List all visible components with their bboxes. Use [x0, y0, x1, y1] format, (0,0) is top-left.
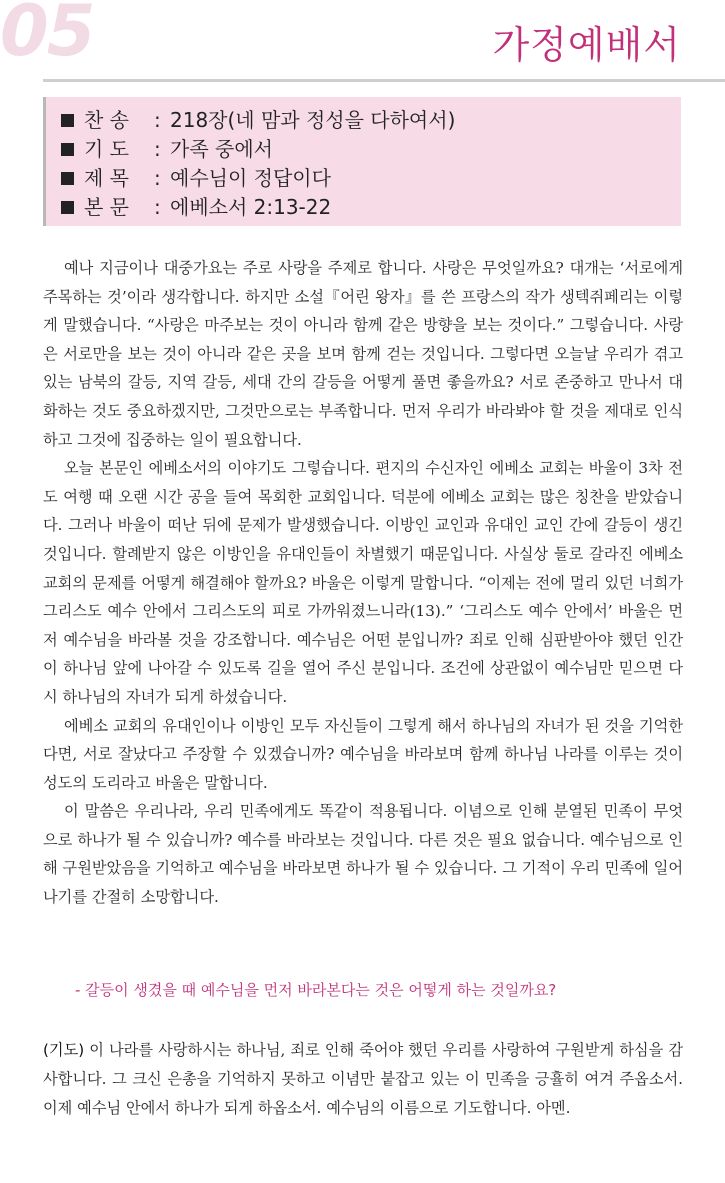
info-label: 찬 송	[84, 108, 129, 132]
square-bullet-icon	[61, 143, 74, 156]
info-hymn	[61, 106, 681, 135]
title-divider	[43, 79, 725, 82]
info-label: 제 목	[84, 166, 129, 190]
sermon-paragraph: 오늘 본문인 에베소서의 이야기도 그렇습니다. 편지의 수신자인 에베소 교회는 바울이 3차 전도 여행 때 오랜 시간 공을 들여 목회한 교회입니다. 덕분에 에베소 교회는 많은 칭찬을 받았습니다. 그러나 바울이 떠난 뒤에 문제가 발생했습니다. 이방인 교인과 유대인 교인 간에 갈등이 생긴 것입니다. 할례받지 않은 이방인을 유대인들이 차별했기 때문입니다. 사실상 둘로 갈라진 에베소 교회의 문제를 어떻게 해결해야 할까요? 바울은 이렇게 말합니다. “이제는 전에 멀리 있던 너희가 그리스도 예수 안에서 그리스도의 피로 가까워졌느니라(13).” ‘그리스도 예수 안에서’ 바울은 먼저 예수님을 바라볼 것을 강조합니다. 예수님은 어떤 분입니까? 죄로 인해 심판받아야 했던 인간이 하나님 앞에 나아갈 수 있도록 길을 열어 주신 분입니다. 조건에 상관없이 예수님만 믿으면 다시 하나님의 자녀가 되게 하셨습니다.	[43, 459, 683, 706]
sermon-paragraph: 예나 지금이나 대중가요는 주로 사랑을 주제로 합니다. 사랑은 무엇일까요? 대개는 ‘서로에게 주목하는 것’이라 생각합니다. 하지만 소설『어린 왕자』를 쓴 프랑스의 작가 생텍쥐페리는 이렇게 말했습니다. “사랑은 마주보는 것이 아니라 함께 같은 방향을 보는 것이다.” 그렇습니다. 사랑은 서로만을 보는 것이 아니라 같은 곳을 보며 함께 걷는 것입니다. 그렇다면 오늘날 우리가 겪고 있는 남북의 갈등, 지역 갈등, 세대 간의 갈등을 어떻게 풀면 좋을까요? 서로 존중하고 만나서 대화하는 것도 중요하겠지만, 그것만으로는 부족합니다. 먼저 우리가 바라봐야 할 것을 제대로 인식하고 그것에 집중하는 일이 필요합니다.	[43, 259, 683, 449]
page-title: 가정예배서	[492, 23, 681, 67]
sermon-body	[43, 254, 683, 912]
sermon-paragraph: 이 말씀은 우리나라, 우리 민족에게도 똑같이 적용됩니다. 이념으로 인해 분열된 민족이 무엇으로 하나가 될 수 있습니까? 예수를 바라보는 것입니다. 다른 것은 필요 없습니다. 예수님으로 인해 구원받았음을 기억하고 예수님을 바라보면 하나가 될 수 있습니다. 그 기적이 우리 민족에 일어나기를 간절히 소망합니다.	[43, 802, 683, 907]
info-prayer	[61, 135, 681, 164]
info-value: 예수님이 정답이다	[170, 166, 331, 190]
info-label: 본 문	[84, 195, 129, 219]
info-scripture	[61, 193, 681, 222]
info-value: 218장(네 맘과 정성을 다하여서)	[170, 108, 456, 132]
service-info-box	[43, 97, 681, 226]
info-label: 기 도	[84, 137, 129, 161]
page-number: 05	[0, 0, 94, 72]
info-value: 가족 중에서	[170, 137, 273, 161]
info-colon: :	[154, 108, 161, 132]
info-value: 에베소서 2:13-22	[170, 195, 332, 219]
sermon-paragraph: 에베소 교회의 유대인이나 이방인 모두 자신들이 그렇게 해서 하나님의 자녀가 된 것을 기억한다면, 서로 잘났다고 주장할 수 있겠습니까? 예수님을 바라보며 함께 하나님 나라를 이루는 것이 성도의 도리라고 바울은 말합니다.	[43, 716, 683, 792]
closing-prayer	[43, 1036, 683, 1123]
info-colon: :	[154, 195, 161, 219]
discussion-question: - 갈등이 생겼을 때 예수님을 먼저 바라본다는 것은 어떻게 하는 것일까요?	[75, 981, 557, 999]
info-colon: :	[154, 137, 161, 161]
square-bullet-icon	[61, 172, 74, 185]
info-colon: :	[154, 166, 161, 190]
square-bullet-icon	[61, 114, 74, 127]
prayer-text: 이 나라를 사랑하시는 하나님, 죄로 인해 죽어야 했던 우리를 사랑하여 구원받게 하심을 감사합니다. 그 크신 은총을 기억하지 못하고 이념만 붙잡고 있는 이 민족을 긍휼히 여겨 주옵소서. 이제 예수님 안에서 하나가 되게 하옵소서. 예수님의 이름으로 기도합니다. 아멘.	[43, 1041, 683, 1117]
square-bullet-icon	[61, 201, 74, 214]
info-subject	[61, 164, 681, 193]
prayer-label: (기도)	[43, 1041, 85, 1059]
